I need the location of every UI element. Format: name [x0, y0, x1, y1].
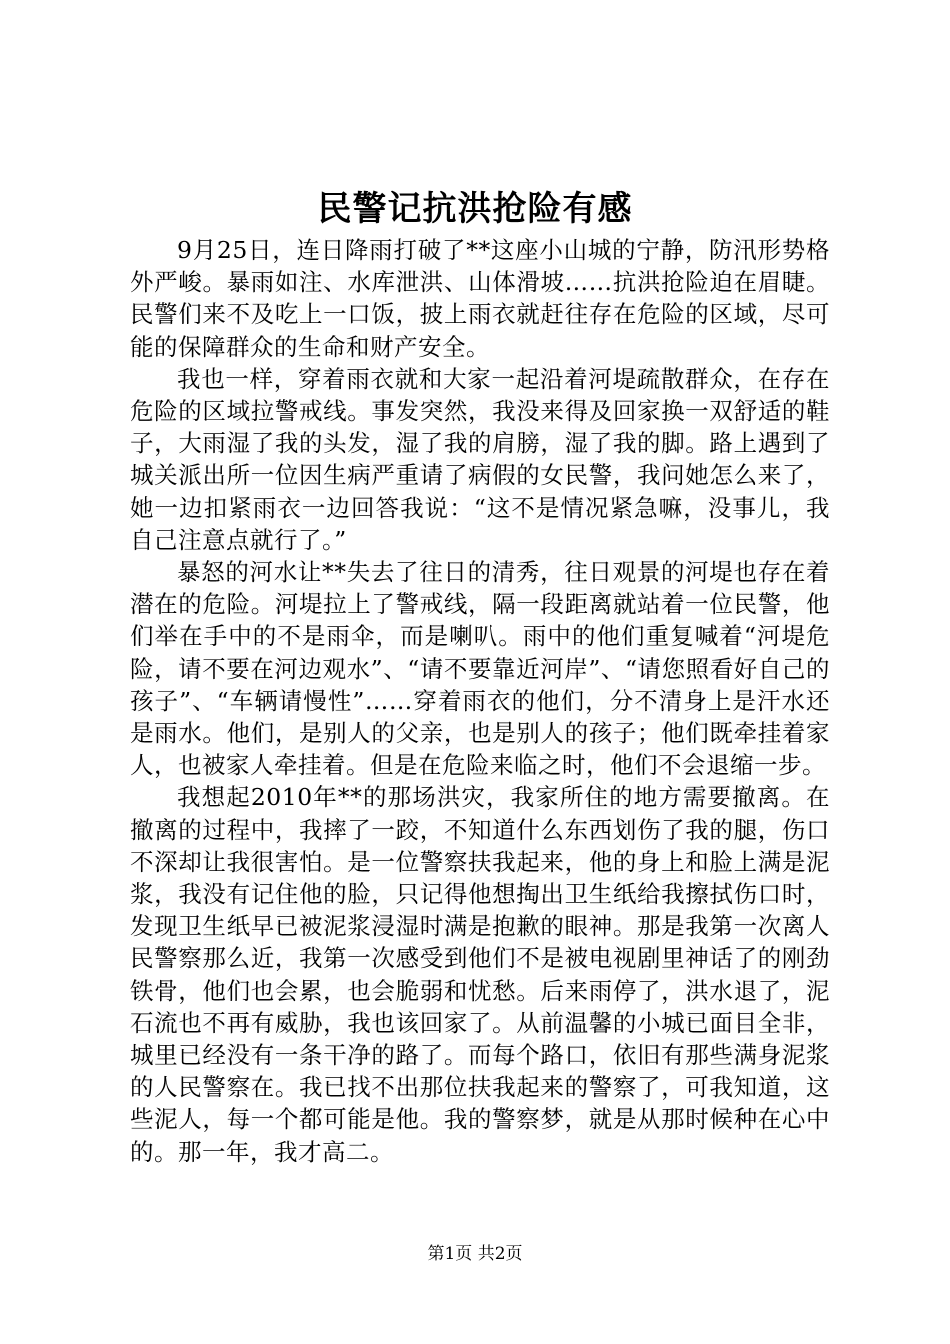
paragraph-2: 我也一样，穿着雨衣就和大家一起沿着河堤疏散群众，在存在危险的区域拉警戒线。事发突然，我没来得及回家换一双舒适的鞋子，大雨湿了我的头发，湿了我的肩膀，湿了我的脚。路上遇到了城关派出所一位因生病严重请了病假的女民警，我问她怎么来了，她一边扣紧雨衣一边回答我说：“这不是情况紧急嘛，没事儿，我自己注意点就行了。”	[130, 364, 830, 554]
page-number-footer: 第1页 共2页	[427, 1244, 523, 1264]
paragraph-3: 暴怒的河水让**失去了往日的清秀，往日观景的河堤也存在着潜在的危险。河堤拉上了警戒线，隔一段距离就站着一位民警，他们举在手中的不是雨伞，而是喇叭。雨中的他们重复喊着“河堤危险，请不要在河边观水”、“请不要靠近河岸”、“请您照看好自己的孩子”、“车辆请慢性”……穿着雨衣的他们，分不清身上是汗水还是雨水。他们，是别人的父亲，也是别人的孩子；他们既牵挂着家人，也被家人牵挂着。但是在危险来临之时，他们不会退缩一步。	[130, 558, 830, 780]
document-title: 民警记抗洪抢险有感	[317, 189, 633, 229]
paragraph-4: 我想起2010年**的那场洪灾，我家所住的地方需要撤离。在撤离的过程中，我摔了一跤，不知道什么东西划伤了我的腿，伤口不深却让我很害怕。是一位警察扶我起来，他的身上和脸上满是泥浆，我没有记住他的脸，只记得他想掏出卫生纸给我擦拭伤口时，发现卫生纸早已被泥浆浸湿时满是抱歉的眼神。那是我第一次离人民警察那么近，我第一次感受到他们不是被电视剧里神话了的刚劲铁骨，他们也会累，也会脆弱和忧愁。后来雨停了，洪水退了，泥石流也不再有威胁，我也该回家了。从前温馨的小城已面目全非，城里已经没有一条干净的路了。而每个路口，依旧有那些满身泥浆的人民警察在。我已找不出那位扶我起来的警察了，可我知道，这些泥人，每一个都可能是他。我的警察梦，就是从那时候种在心中的。那一年，我才高二。	[130, 783, 830, 1166]
document-body	[130, 234, 830, 1168]
paragraph-1: 9月25日，连日降雨打破了**这座小山城的宁静，防汛形势格外严峻。暴雨如注、水库泄洪、山体滑坡……抗洪抢险迫在眉睫。民警们来不及吃上一口饭，披上雨衣就赶往存在危险的区域，尽可能的保障群众的生命和财产安全。	[130, 236, 830, 361]
